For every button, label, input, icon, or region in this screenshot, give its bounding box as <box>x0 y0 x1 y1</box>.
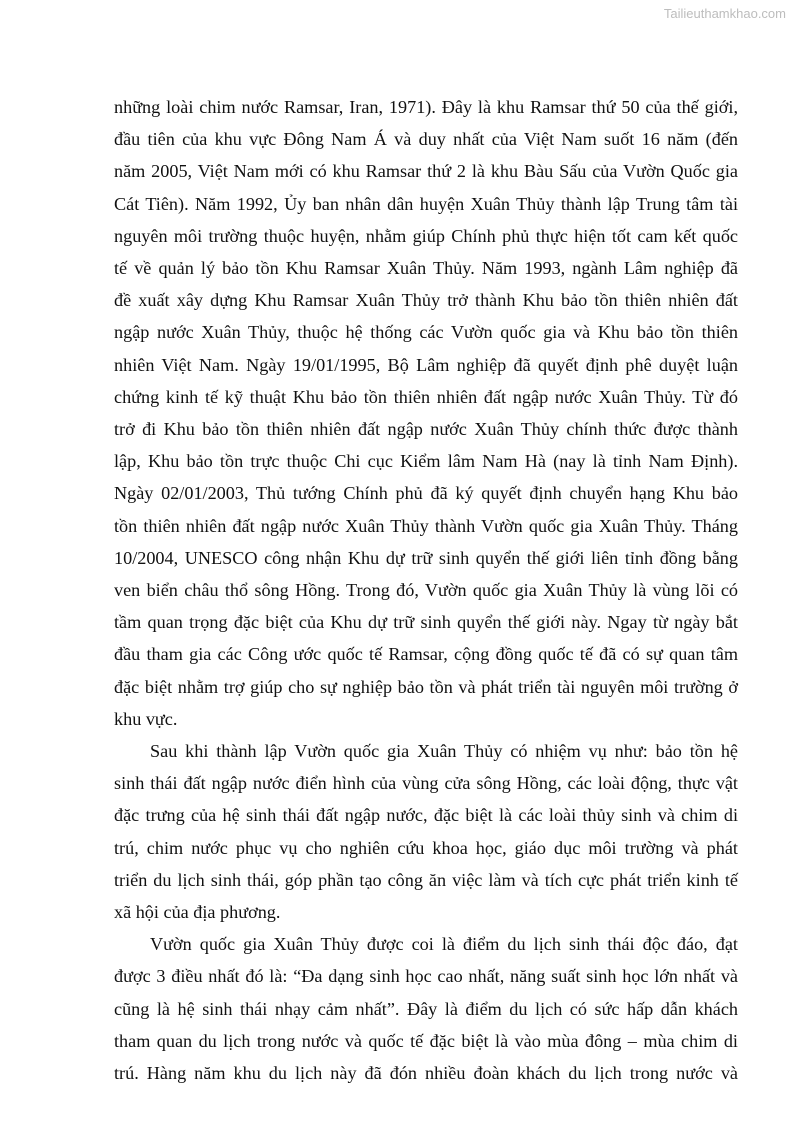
text-line: khu vực. <box>114 708 178 729</box>
text-line: 10/2004, UNESCO công nhận Khu dự trữ sinh quyển thế giới liên tỉnh đồng bằng <box>114 547 738 568</box>
text-line: đặc biệt nhằm trợ giúp cho sự nghiệp bảo tồn và phát triển tài nguyên môi trường ở <box>114 676 738 697</box>
watermark: Tailieuthamkhao.com <box>663 6 786 21</box>
text-line: trú. Hàng năm khu du lịch này đã đón nhiều đoàn khách du lịch trong nước và <box>114 1063 738 1084</box>
text-line: tầm quan trọng đặc biệt của Khu dự trữ sinh quyển thế giới này. Ngay từ ngày bắt <box>114 612 738 633</box>
text-line: tham quan du lịch trong nước và quốc tế đặc biệt là vào mùa đông – mùa chim di <box>114 1030 738 1051</box>
text-line: năm 2005, Việt Nam mới có khu Ramsar thứ 2 là khu Bàu Sấu của Vườn Quốc gia <box>114 161 738 182</box>
paragraph-1 <box>114 91 738 735</box>
text-line: ngập nước Xuân Thủy, thuộc hệ thống các Vườn quốc gia và Khu bảo tồn thiên <box>114 322 738 343</box>
text-line: nhiên Việt Nam. Ngày 19/01/1995, Bộ Lâm nghiệp đã quyết định phê duyệt luận <box>114 354 738 375</box>
text-line: cũng là hệ sinh thái nhạy cảm nhất”. Đây là điểm du lịch có sức hấp dẫn khách <box>114 998 738 1019</box>
text-line: Vườn quốc gia Xuân Thủy được coi là điểm du lịch sinh thái độc đáo, đạt <box>150 934 738 955</box>
document-body <box>114 91 738 1089</box>
text-line: đặc trưng của hệ sinh thái đất ngập nước, đặc biệt là các loài thủy sinh và chim di <box>114 805 738 826</box>
text-line: đầu tham gia các Công ước quốc tế Ramsar, cộng đồng quốc tế đã có sự quan tâm <box>114 644 738 665</box>
text-line: tồn thiên nhiên đất ngập nước Xuân Thủy thành Vườn quốc gia Xuân Thủy. Tháng <box>114 515 738 536</box>
paragraph-2 <box>114 735 738 928</box>
text-line: chứng kinh tế kỹ thuật Khu bảo tồn thiên nhiên đất ngập nước Xuân Thủy. Từ đó <box>114 386 738 407</box>
paragraph-3 <box>114 928 738 1089</box>
text-line: triển du lịch sinh thái, góp phần tạo công ăn việc làm và tích cực phát triển kinh tế <box>114 869 738 890</box>
text-line: ven biển châu thổ sông Hồng. Trong đó, Vườn quốc gia Xuân Thủy là vùng lõi có <box>114 580 738 601</box>
text-line: trở đi Khu bảo tồn thiên nhiên đất ngập nước Xuân Thủy chính thức được thành <box>114 419 738 440</box>
text-line: xã hội của địa phương. <box>114 902 281 923</box>
text-line: Ngày 02/01/2003, Thủ tướng Chính phủ đã ký quyết định chuyển hạng Khu bảo <box>114 483 738 504</box>
text-line: tế về quản lý bảo tồn Khu Ramsar Xuân Thủy. Năm 1993, ngành Lâm nghiệp đã <box>114 258 738 279</box>
text-line: lập, Khu bảo tồn trực thuộc Chi cục Kiểm lâm Nam Hà (nay là tỉnh Nam Định). <box>114 451 738 472</box>
text-line: đề xuất xây dựng Khu Ramsar Xuân Thủy trở thành Khu bảo tồn thiên nhiên đất <box>114 290 738 311</box>
text-line: trú, chim nước phục vụ cho nghiên cứu khoa học, giáo dục môi trường và phát <box>114 837 738 858</box>
text-line: nguyên môi trường thuộc huyện, nhằm giúp Chính phủ thực hiện tốt cam kết quốc <box>114 225 738 246</box>
text-line: Sau khi thành lập Vườn quốc gia Xuân Thủy có nhiệm vụ như: bảo tồn hệ <box>150 741 738 762</box>
text-line: đầu tiên của khu vực Đông Nam Á và duy nhất của Việt Nam suốt 16 năm (đến <box>114 129 738 150</box>
text-line: sinh thái đất ngập nước điển hình của vùng cửa sông Hồng, các loài động, thực vật <box>114 773 738 794</box>
text-line: được 3 điều nhất đó là: “Đa dạng sinh học cao nhất, năng suất sinh học lớn nhất và <box>114 966 738 987</box>
text-line: Cát Tiên). Năm 1992, Ủy ban nhân dân huyện Xuân Thủy thành lập Trung tâm tài <box>114 193 738 214</box>
text-line: những loài chim nước Ramsar, Iran, 1971). Đây là khu Ramsar thứ 50 của thế giới, <box>114 97 738 117</box>
